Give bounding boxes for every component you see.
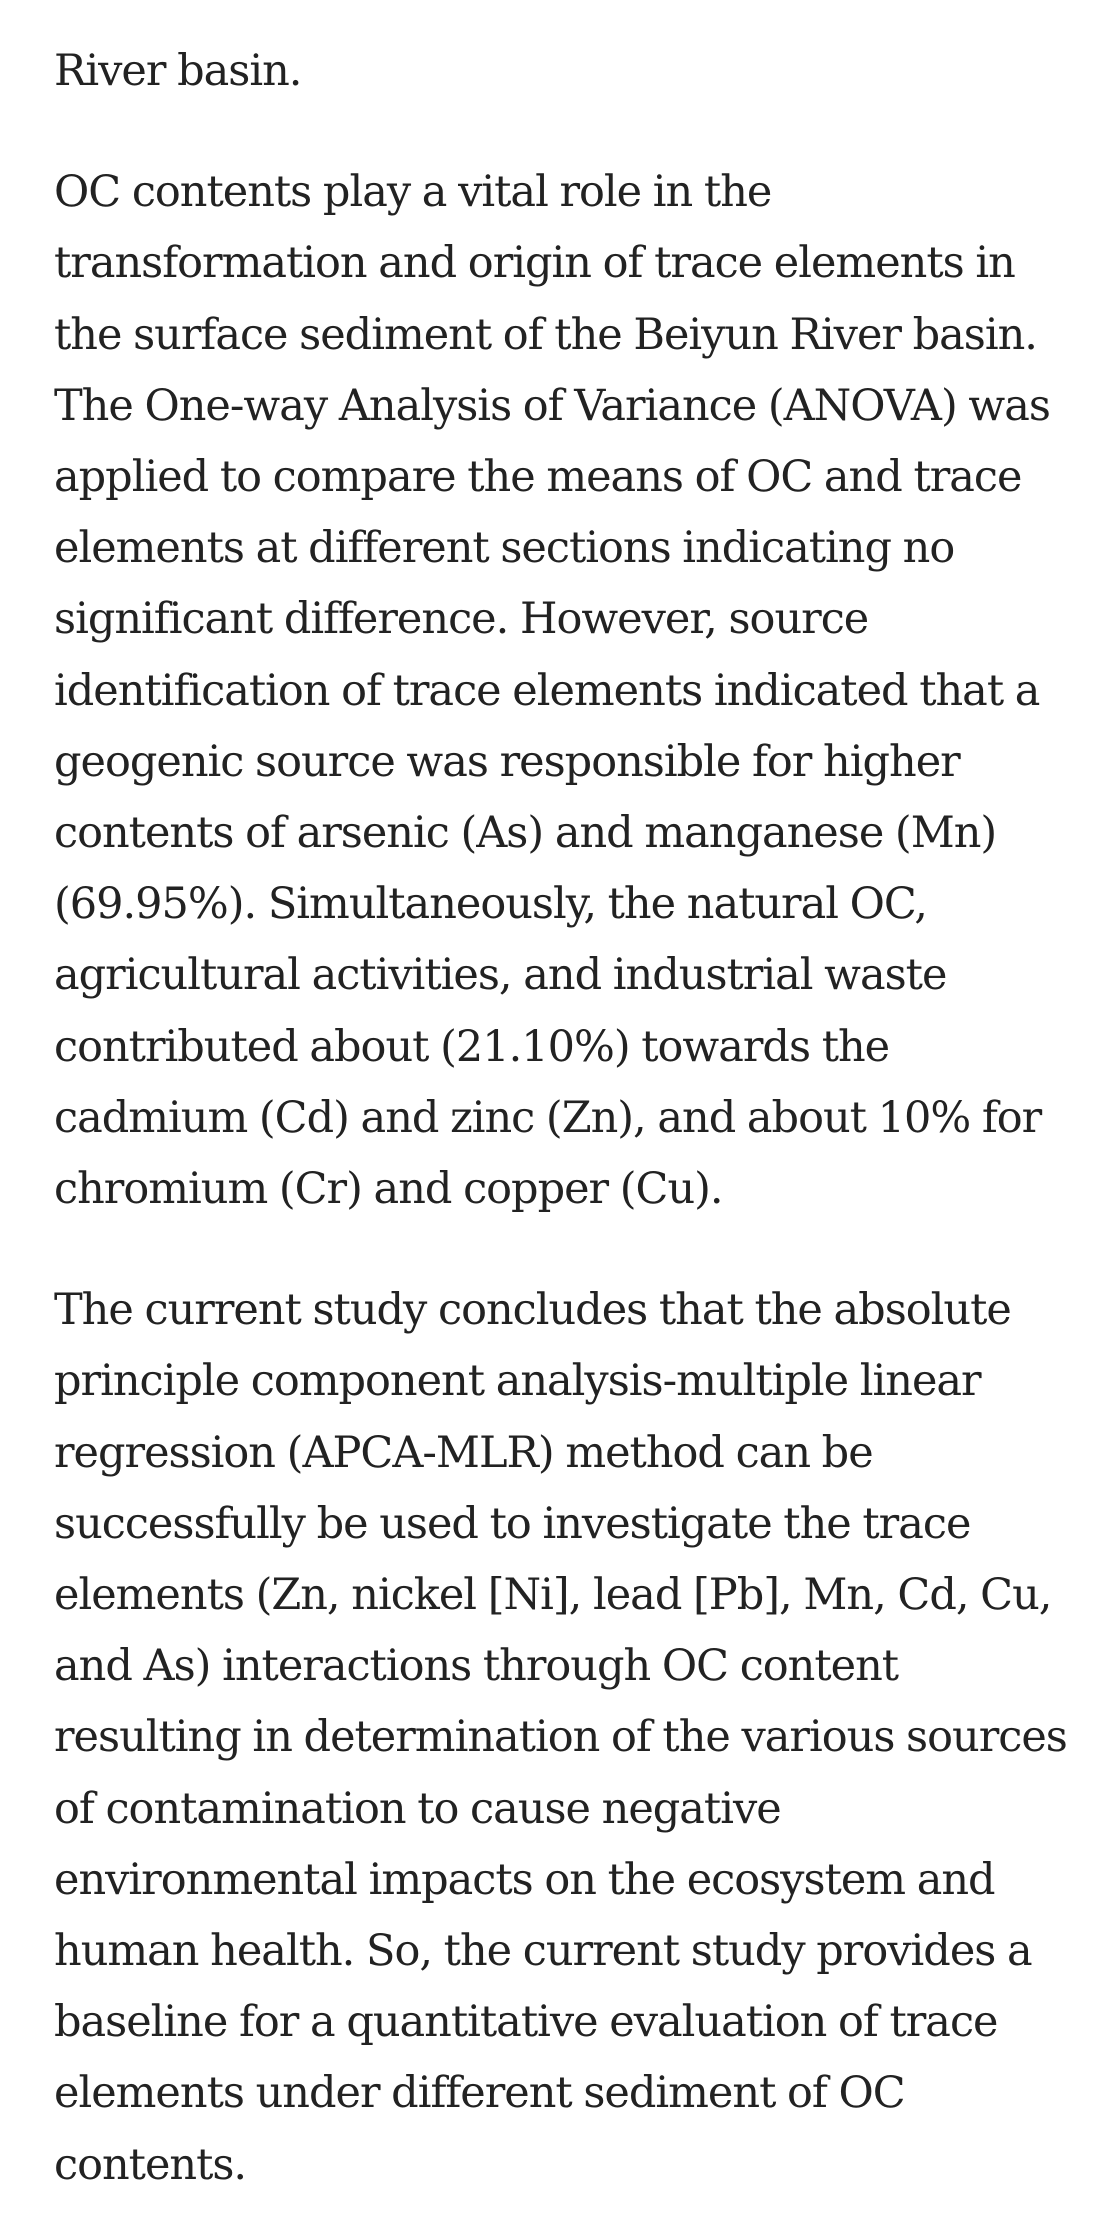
article-body [54, 36, 1084, 2201]
paragraph-results: OC contents play a vital role in the transformation and origin of trace elements in the surface sediment of the Beiyun River basin. The One-way Analysis of Variance (ANOVA) was applied to compare the means of OC and trace elements at different sections indicating no significant difference. However, source identification of trace elements indicated that a geogenic source was responsible for higher contents of arsenic (As) and manganese (Mn) (69.95%). Simultaneously, the natural OC, agricultural activities, and industrial waste contributed about (21.10%) towards the cadmium (Cd) and zinc (Zn), and about 10% for chromium (Cr) and copper (Cu). [54, 167, 1050, 1215]
paragraph-continuation: River basin. [54, 46, 302, 96]
paragraph-conclusion: The current study concludes that the absolute principle component analysis-multiple linear regression (APCA-MLR) method can be successfully be used to investigate the trace elements (Zn, nickel [Ni], lead [Pb], Mn, Cd, Cu, and As) interactions through OC content resulting in determination of the various sources of contamination to cause negative environmental impacts on the ecosystem and human health. So, the current study provides a baseline for a quantitative evaluation of trace elements under different sediment of OC contents. [54, 1285, 1067, 2190]
